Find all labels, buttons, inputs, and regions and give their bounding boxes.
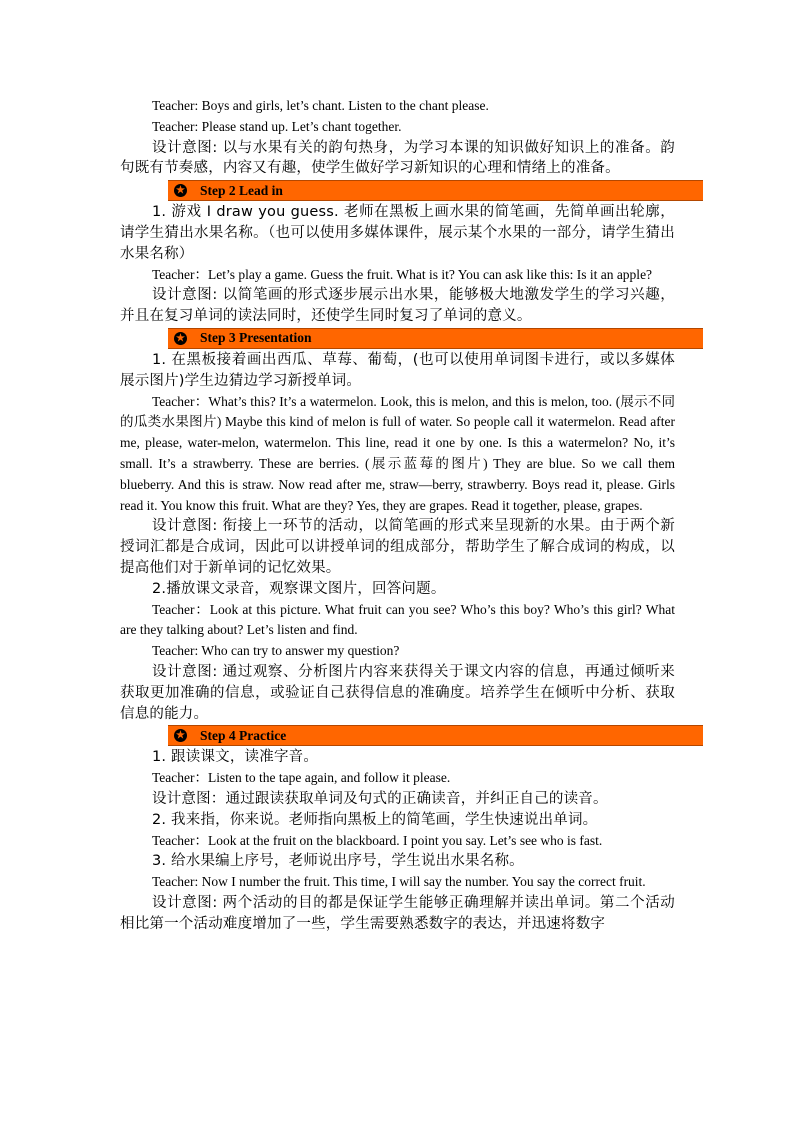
chinese-paragraph: 设计意图: 通过观察、分析图片内容来获得关于课文内容的信息，再通过倾听来获取更加准确的信息，或验证自己获得信息的准确度。培养学生在倾听中分析、获取信息的能力。 bbox=[120, 663, 675, 722]
step-heading bbox=[168, 328, 703, 349]
chinese-paragraph: 2. 我来指，你来说。老师指向黑板上的简笔画，学生快速说出单词。 bbox=[152, 811, 598, 828]
english-paragraph: Teacher：Look at the fruit on the blackboard. I point you say. Let’s see who is fast. bbox=[152, 832, 603, 848]
step-heading-label: Step 3 Presentation bbox=[200, 330, 312, 346]
chinese-paragraph: 设计意图：通过跟读获取单词及句式的正确读音，并纠正自己的读音。 bbox=[152, 790, 608, 807]
english-paragraph: Teacher: Now I number the fruit. This time, I will say the number. You say the correct fruit. bbox=[152, 874, 646, 890]
circle-star-icon: ★ bbox=[174, 729, 187, 742]
document-page bbox=[120, 96, 675, 934]
english-paragraph: Teacher：Listen to the tape again, and follow it please. bbox=[152, 770, 451, 786]
circle-star-icon: ★ bbox=[174, 332, 187, 345]
step-heading-label: Step 2 Lead in bbox=[200, 182, 283, 198]
chinese-paragraph: 设计意图: 衔接上一环节的活动，以简笔画的形式来呈现新的水果。由于两个新授词汇都是合成词，因此可以讲授单词的组成部分，帮助学生了解合成词的构成，以提高他们对于新单词的记忆效果。 bbox=[120, 518, 675, 576]
step-heading bbox=[168, 725, 703, 746]
circle-star-icon: ★ bbox=[174, 184, 187, 197]
step-heading-label: Step 4 Practice bbox=[200, 727, 287, 743]
chinese-paragraph: 1. 在黑板接着画出西瓜、草莓、葡萄，(也可以使用单词图卡进行，或以多媒体展示图片)学生边猜边学习新授单词。 bbox=[120, 351, 675, 389]
chinese-paragraph: 2.播放课文录音，观察课文图片，回答问题。 bbox=[152, 580, 446, 597]
chinese-paragraph: 1. 游戏 I draw you guess. 老师在黑板上画水果的简笔画，先简单画出轮廓，请学生猜出水果名称。（也可以使用多媒体课件，展示某个水果的一部分，请学生猜出水果名称） bbox=[120, 204, 675, 262]
chinese-paragraph: 设计意图: 以简笔画的形式逐步展示出水果，能够极大地激发学生的学习兴趣，并且在复习单词的读法同时，还使学生同时复习了单词的意义。 bbox=[120, 287, 675, 325]
chinese-paragraph: 1. 跟读课文，读准字音。 bbox=[152, 749, 319, 766]
english-paragraph: Teacher: Who can try to answer my question? bbox=[152, 643, 400, 659]
english-paragraph: Teacher：Look at this picture. What fruit can you see? Who’s this boy? Who’s this girl? What are they talking about? Let’s listen and find. bbox=[120, 601, 675, 638]
english-paragraph: Teacher：Let’s play a game. Guess the fruit. What is it? You can ask like this: Is it an apple? bbox=[152, 266, 653, 282]
english-paragraph: Teacher：What’s this? It’s a watermelon. Look, this is melon, and this is melon, too. (展示不同的瓜类水果图片) Maybe this kind of melon is full of water. So people call it watermelon. Read after me, please, water-melon, watermelon. This line, read it one by one. Is this a watermelon? No, it’s small. It’s a strawberry. These are berries. (展示蓝莓的图片) They are blue. So we call them blueberry. And this is straw. Now read after me, straw—berry, strawberry. Boys read it, please. Girls read it. You know this fruit. What are they? Yes, they are grapes. Read it together, please, grapes. bbox=[120, 393, 675, 513]
step-heading bbox=[168, 180, 703, 201]
english-paragraph: Teacher: Please stand up. Let’s chant together. bbox=[152, 118, 402, 134]
chinese-paragraph: 设计意图: 以与水果有关的韵句热身，为学习本课的知识做好知识上的准备。韵句既有节奏感，内容又有趣，使学生做好学习新知识的心理和情绪上的准备。 bbox=[120, 139, 675, 177]
english-paragraph: Teacher: Boys and girls, let’s chant. Listen to the chant please. bbox=[152, 98, 489, 113]
chinese-paragraph: 设计意图: 两个活动的目的都是保证学生能够正确理解并读出单词。第二个活动相比第一个活动难度增加了一些，学生需要熟悉数字的表达，并迅速将数字 bbox=[120, 894, 675, 932]
chinese-paragraph: 3. 给水果编上序号，老师说出序号，学生说出水果名称。 bbox=[152, 853, 524, 870]
